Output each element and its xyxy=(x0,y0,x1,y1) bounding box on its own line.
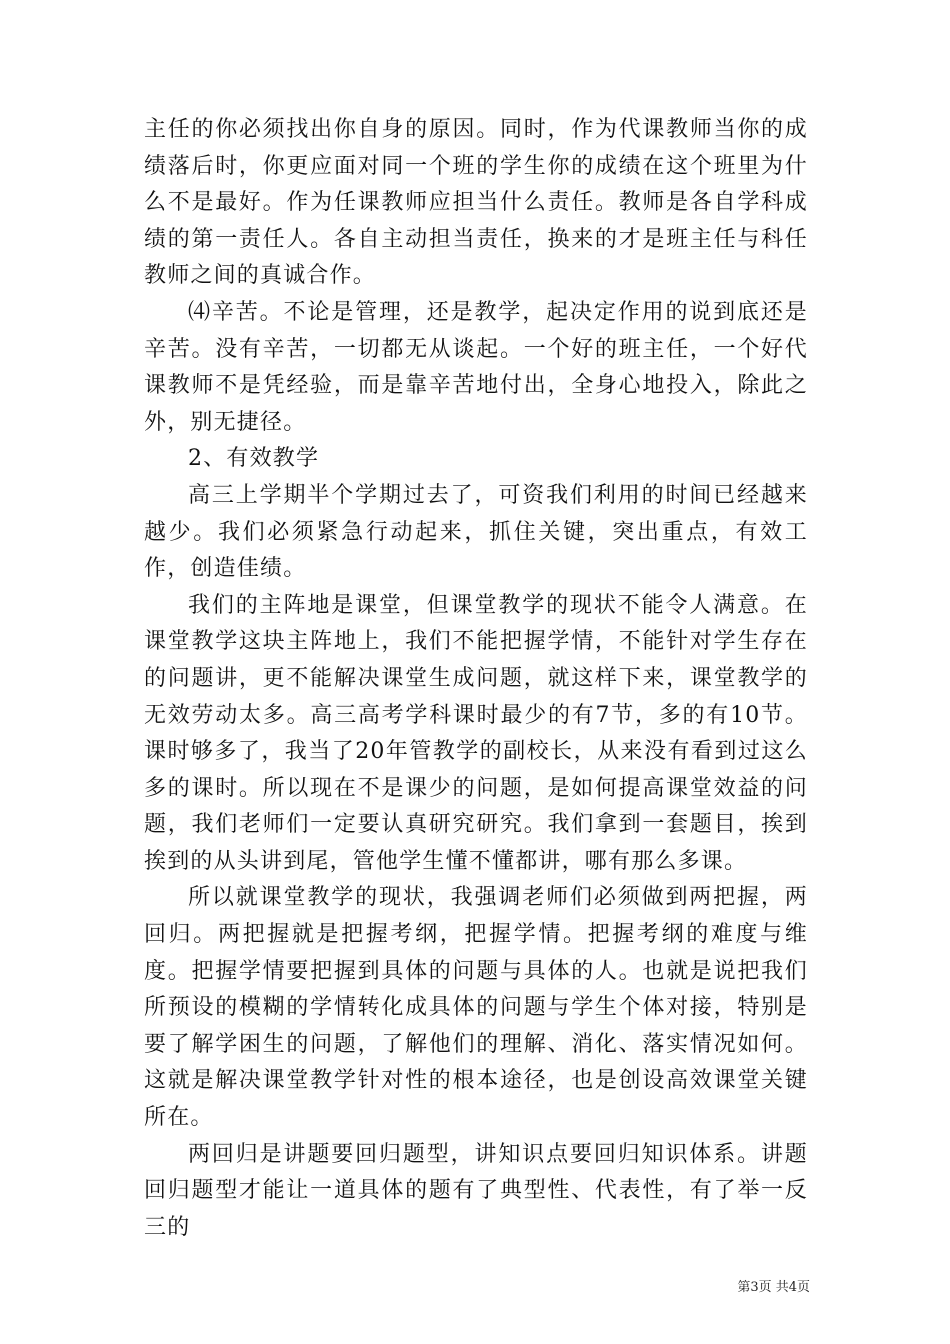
paragraph-continuation: 主任的你必须找出你自身的原因。同时，作为代课教师当你的成绩落后时，你更应面对同一个班的学生你的成绩在这个班里为什么不是最好。作为任课教师应担当什么责任。教师是各自学科成绩的第一责任人。各自主动担当责任，换来的才是班主任与科任教师之间的真诚合作。 xyxy=(144,117,808,289)
paragraph-two-returns: 两回归是讲题要回归题型，讲知识点要回归知识体系。讲题回归题型才能让一道具体的题有了典型性、代表性，有了举一反三的 xyxy=(144,1141,808,1240)
page-number-footer: 第3页 共4页 xyxy=(737,1280,810,1295)
paragraph-time-urgency: 高三上学期半个学期过去了，可资我们利用的时间已经越来越少。我们必须紧急行动起来，抓住关键，突出重点，有效工作，创造佳绩。 xyxy=(144,482,808,582)
document-body xyxy=(144,112,808,1246)
paragraph-classroom-status: 我们的主阵地是课堂，但课堂教学的现状不能令人满意。在课堂教学这块主阵地上，我们不能把握学情，不能针对学生存在的问题讲，更不能解决课堂生成问题，就这样下来，课堂教学的无效劳动太多。高三高考学科课时最少的有7节，多的有10节。课时够多了，我当了20年管教学的副校长，从来没有看到过这么多的课时。所以现在不是课少的问题，是如何提高课堂效益的问题，我们老师们一定要认真研究研究。我们拿到一套题目，挨到挨到的从头讲到尾，管他学生懂不懂都讲，哪有那么多课。 xyxy=(144,592,808,874)
paragraph-hardship: ⑷辛苦。不论是管理，还是教学，起决定作用的说到底还是辛苦。没有辛苦，一切都无从谈起。一个好的班主任，一个好代课教师不是凭经验，而是靠辛苦地付出，全身心地投入，除此之外，别无捷径。 xyxy=(144,299,808,435)
paragraph-two-grasps: 所以就课堂教学的现状，我强调老师们必须做到两把握，两回归。两把握就是把握考纲，把握学情。把握考纲的难度与维度。把握学情要把握到具体的问题与具体的人。也就是说把我们所预设的模糊的学情转化成具体的问题与学生个体对接，特别是要了解学困生的问题，了解他们的理解、消化、落实情况如何。这就是解决课堂教学针对性的根本途径，也是创设高效课堂关键所在。 xyxy=(144,885,808,1131)
section-heading-effective-teaching: 2、有效教学 xyxy=(188,446,320,472)
